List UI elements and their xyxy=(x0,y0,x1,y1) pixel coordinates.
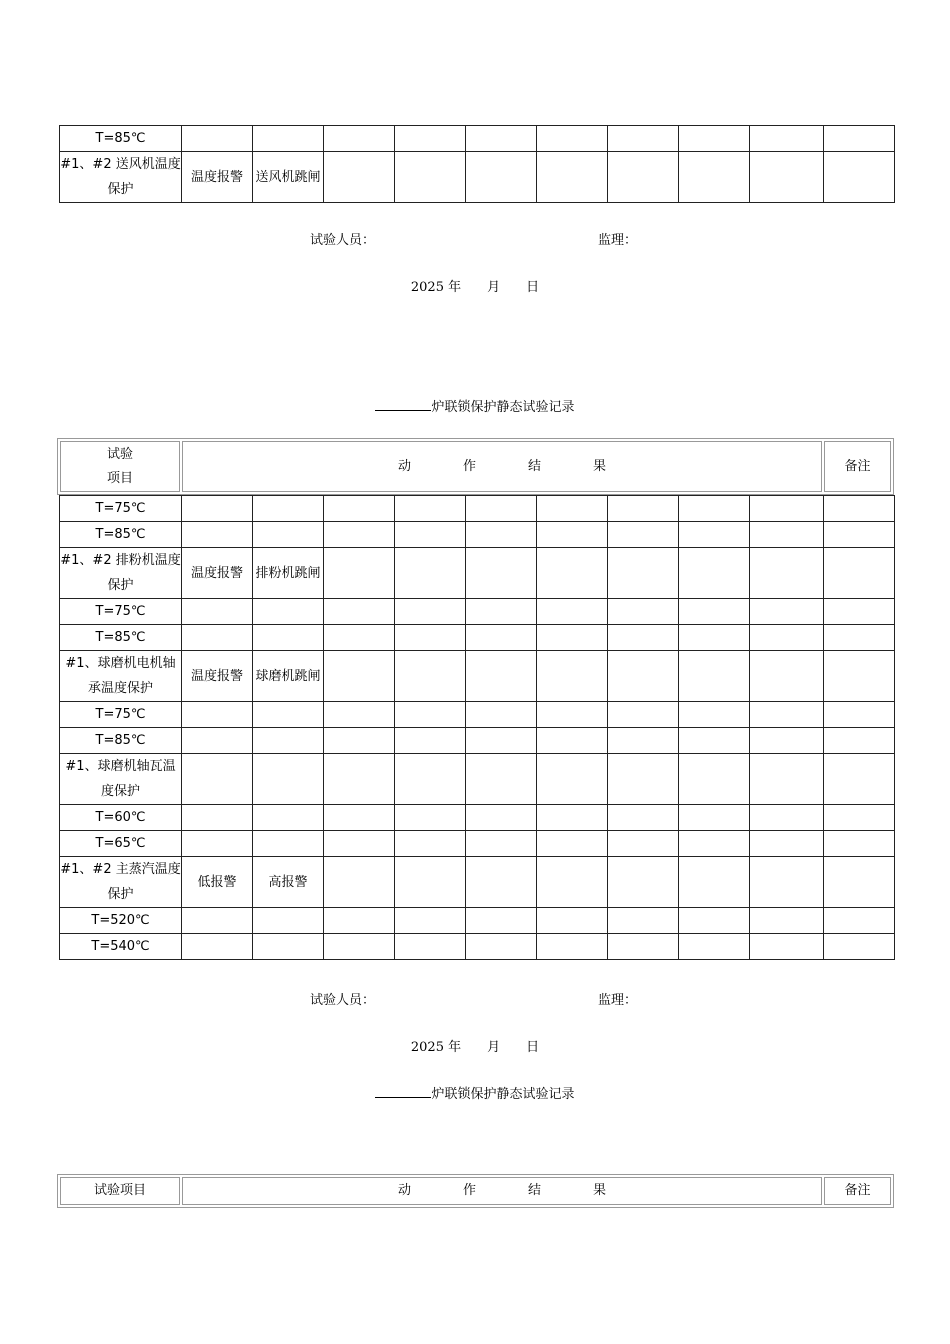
table-row xyxy=(60,599,895,625)
result-cell xyxy=(750,857,824,908)
result-cell xyxy=(395,831,466,857)
result-cell xyxy=(466,831,537,857)
result-cell xyxy=(679,625,750,651)
result-cell xyxy=(750,728,824,754)
result-cell xyxy=(824,625,895,651)
top-test-table xyxy=(59,125,895,203)
table-row xyxy=(60,831,895,857)
result-cell xyxy=(253,754,324,805)
test-item-cell: T=85℃ xyxy=(60,126,182,152)
test-item-cell: T=65℃ xyxy=(60,831,182,857)
result-cell xyxy=(608,625,679,651)
result-cell xyxy=(324,496,395,522)
table-row xyxy=(60,702,895,728)
result-cell xyxy=(466,599,537,625)
result-cell xyxy=(679,496,750,522)
result-cell xyxy=(324,754,395,805)
result-cell xyxy=(750,702,824,728)
result-cell xyxy=(395,548,466,599)
result-cell xyxy=(466,857,537,908)
result-cell xyxy=(537,522,608,548)
test-item-cell: T=60℃ xyxy=(60,805,182,831)
result-cell xyxy=(608,728,679,754)
result-cell xyxy=(537,831,608,857)
result-cell xyxy=(395,908,466,934)
result-cell xyxy=(824,857,895,908)
result-cell xyxy=(537,599,608,625)
result-cell xyxy=(537,934,608,960)
result-cell xyxy=(750,548,824,599)
result-cell xyxy=(466,805,537,831)
table-row xyxy=(60,152,895,203)
result-cell xyxy=(253,805,324,831)
header-item: 试验 项目 xyxy=(60,441,180,492)
result-cell xyxy=(824,651,895,702)
result-cell xyxy=(750,934,824,960)
result-cell xyxy=(750,754,824,805)
result-cell xyxy=(324,702,395,728)
result-cell xyxy=(824,599,895,625)
result-cell xyxy=(679,651,750,702)
test-item-cell: T=75℃ xyxy=(60,599,182,625)
supervisor-label: 监理： xyxy=(598,233,638,248)
result-cell xyxy=(253,831,324,857)
result-cell xyxy=(182,599,253,625)
header-note: 备注 xyxy=(824,1177,891,1205)
table-row xyxy=(60,857,895,908)
result-cell xyxy=(466,548,537,599)
result-cell xyxy=(395,934,466,960)
result-cell xyxy=(537,548,608,599)
header-item: 试验项目 xyxy=(60,1177,180,1205)
table-header xyxy=(57,438,894,495)
section-title: 炉联锁保护静态试验记录 xyxy=(0,396,950,415)
blank-underline xyxy=(375,398,431,411)
result-cell xyxy=(750,599,824,625)
result-cell xyxy=(824,496,895,522)
result-cell xyxy=(679,599,750,625)
result-cell xyxy=(537,728,608,754)
result-cell xyxy=(824,548,895,599)
result-cell xyxy=(608,831,679,857)
result-cell xyxy=(182,908,253,934)
result-cell xyxy=(537,908,608,934)
test-item-cell: #1、#2 送风机温度保护 xyxy=(60,152,182,203)
result-cell xyxy=(824,908,895,934)
table-row xyxy=(60,548,895,599)
test-item-cell: T=520℃ xyxy=(60,908,182,934)
result-cell xyxy=(182,754,253,805)
result-cell xyxy=(324,548,395,599)
test-item-cell: #1、#2 主蒸汽温度保护 xyxy=(60,857,182,908)
result-cell xyxy=(537,754,608,805)
result-cell xyxy=(182,702,253,728)
result-cell xyxy=(608,651,679,702)
result-cell xyxy=(182,728,253,754)
date-line: 2025 年 月 日 xyxy=(410,1040,540,1055)
action-cell: 排粉机跳闸 xyxy=(253,548,324,599)
action-cell: 温度报警 xyxy=(182,548,253,599)
action-cell: 球磨机跳闸 xyxy=(253,651,324,702)
result-cell xyxy=(537,702,608,728)
result-cell xyxy=(395,702,466,728)
result-cell xyxy=(824,805,895,831)
header-note: 备注 xyxy=(824,441,891,492)
result-cell xyxy=(679,548,750,599)
table-header xyxy=(57,1174,894,1208)
result-cell xyxy=(324,831,395,857)
result-cell xyxy=(395,651,466,702)
result-cell xyxy=(182,831,253,857)
test-item-cell: T=540℃ xyxy=(60,934,182,960)
test-item-cell: T=85℃ xyxy=(60,625,182,651)
result-cell xyxy=(679,702,750,728)
result-cell xyxy=(608,496,679,522)
result-cell xyxy=(750,522,824,548)
result-cell xyxy=(324,728,395,754)
result-cell xyxy=(182,522,253,548)
result-cell xyxy=(395,496,466,522)
result-cell xyxy=(679,831,750,857)
result-cell xyxy=(466,702,537,728)
result-cell xyxy=(466,934,537,960)
result-cell xyxy=(679,728,750,754)
result-cell xyxy=(253,908,324,934)
result-cell xyxy=(324,805,395,831)
result-cell xyxy=(824,522,895,548)
result-cell xyxy=(182,805,253,831)
result-cell xyxy=(750,625,824,651)
result-cell xyxy=(466,908,537,934)
action-cell: 低报警 xyxy=(182,857,253,908)
result-cell xyxy=(824,754,895,805)
test-item-cell: T=85℃ xyxy=(60,522,182,548)
result-cell xyxy=(537,651,608,702)
result-cell xyxy=(537,805,608,831)
result-cell xyxy=(253,496,324,522)
result-cell xyxy=(324,651,395,702)
result-cell xyxy=(182,496,253,522)
result-cell xyxy=(395,625,466,651)
table-row xyxy=(60,934,895,960)
result-cell xyxy=(395,599,466,625)
result-cell xyxy=(395,857,466,908)
test-item-cell: #1、#2 排粉机温度保护 xyxy=(60,548,182,599)
result-cell xyxy=(750,805,824,831)
result-cell xyxy=(466,651,537,702)
result-cell xyxy=(608,754,679,805)
result-cell xyxy=(253,728,324,754)
table-row xyxy=(60,908,895,934)
result-cell xyxy=(608,599,679,625)
header-result: 动 作 结 果 xyxy=(182,1177,822,1205)
result-cell xyxy=(608,908,679,934)
result-cell xyxy=(824,831,895,857)
result-cell xyxy=(679,805,750,831)
result-cell xyxy=(253,599,324,625)
result-cell xyxy=(537,857,608,908)
result-cell xyxy=(466,625,537,651)
result-cell xyxy=(324,908,395,934)
result-cell xyxy=(253,625,324,651)
result-cell xyxy=(679,522,750,548)
table-row xyxy=(60,126,895,152)
section-title: 炉联锁保护静态试验记录 xyxy=(0,1083,950,1102)
result-cell xyxy=(608,857,679,908)
table-row xyxy=(60,522,895,548)
result-cell xyxy=(395,805,466,831)
result-cell xyxy=(324,934,395,960)
result-cell xyxy=(324,599,395,625)
action-cell: 温度报警 xyxy=(182,651,253,702)
table-row xyxy=(60,651,895,702)
table-row xyxy=(60,728,895,754)
table-row xyxy=(60,754,895,805)
result-cell xyxy=(182,934,253,960)
result-cell xyxy=(395,522,466,548)
result-cell xyxy=(537,625,608,651)
result-cell xyxy=(679,934,750,960)
result-cell xyxy=(608,805,679,831)
result-cell xyxy=(750,651,824,702)
result-cell xyxy=(395,728,466,754)
result-cell xyxy=(253,522,324,548)
test-item-cell: #1、球磨机电机轴承温度保护 xyxy=(60,651,182,702)
result-cell xyxy=(466,754,537,805)
result-cell xyxy=(466,728,537,754)
table-row xyxy=(60,625,895,651)
result-cell xyxy=(608,548,679,599)
blank-underline xyxy=(375,1085,431,1098)
result-cell xyxy=(182,625,253,651)
result-cell xyxy=(608,522,679,548)
result-cell xyxy=(679,754,750,805)
result-cell xyxy=(324,522,395,548)
section1-test-table xyxy=(59,495,895,960)
result-cell xyxy=(466,496,537,522)
action-cell: 送风机跳闸 xyxy=(253,152,324,203)
result-cell xyxy=(679,857,750,908)
date-line: 2025 年 月 日 xyxy=(410,280,540,295)
result-cell xyxy=(608,934,679,960)
test-item-cell: T=75℃ xyxy=(60,702,182,728)
result-cell xyxy=(537,496,608,522)
action-cell: 高报警 xyxy=(253,857,324,908)
result-cell xyxy=(750,831,824,857)
result-cell xyxy=(824,728,895,754)
result-cell xyxy=(750,908,824,934)
result-cell xyxy=(750,496,824,522)
result-cell xyxy=(253,702,324,728)
test-item-cell: T=75℃ xyxy=(60,496,182,522)
supervisor-label: 监理： xyxy=(598,993,638,1008)
result-cell xyxy=(253,934,324,960)
result-cell xyxy=(324,857,395,908)
result-cell xyxy=(466,522,537,548)
result-cell xyxy=(679,908,750,934)
test-item-cell: #1、球磨机轴瓦温度保护 xyxy=(60,754,182,805)
result-cell xyxy=(824,702,895,728)
table-row xyxy=(60,805,895,831)
action-cell: 温度报警 xyxy=(182,152,253,203)
header-result: 动 作 结 果 xyxy=(182,441,822,492)
result-cell xyxy=(824,934,895,960)
table-row xyxy=(60,496,895,522)
tester-label: 试验人员： xyxy=(310,233,376,248)
result-cell xyxy=(608,702,679,728)
test-item-cell: T=85℃ xyxy=(60,728,182,754)
result-cell xyxy=(395,754,466,805)
tester-label: 试验人员： xyxy=(310,993,376,1008)
result-cell xyxy=(324,625,395,651)
